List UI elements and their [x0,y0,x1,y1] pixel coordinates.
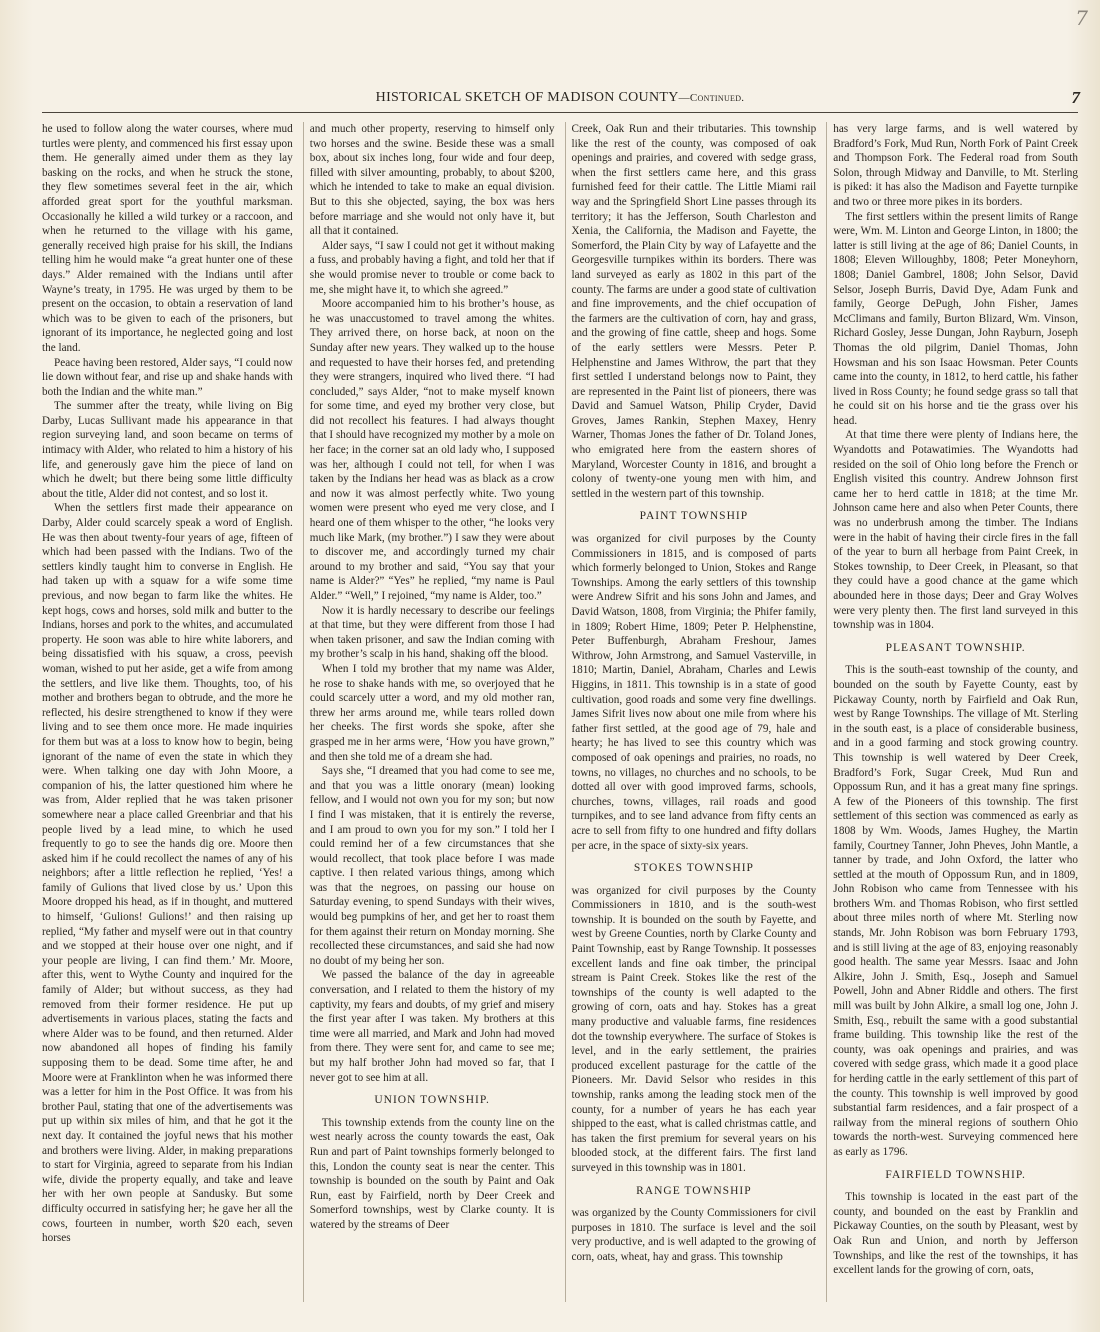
paragraph: At that time there were plenty of Indians here, the Wyandotts and Potawatimies. The Wyandotts had resided on the soil of Ohio long before the French or English visited this country. Andrew Johnson first came her to herd cattle in 1818; at the time Mr. Johnson came here and also when Peter Counts, there was no underbrush among the timber. The Indians were in the habit of having their circle fires in the fall of the year to burn all herbage from Paint Creek, in Stokes township, to Deer Creek, in Pleasant, so that they could have a good chance at the game which abounded here in those days; Deer and Gray Wolves were very plenty then. The first land surveyed in this township was in 1804. [833,429,1078,632]
paragraph: This township is located in the east part of the county, and bounded on the east by Franklin and Pickaway Counties, on the south by Pleasant, west by Oak Run and Union, and north by Jefferson Townships, and like the rest of the townships, it has excellent lands for the growing of corn, oats, [833,1191,1078,1277]
paragraph: Alder says, “I saw I could not get it without making a fuss, and probably having a fight, and told her that if she would promise never to trouble or come back to me, she might have it, to which she agreed.” [309,239,555,296]
column-3 [565,122,817,1302]
paragraph: was organized for civil purposes by the County Commissioners in 1810, and is the south-west township. It is bounded on the south by Fayette, and west by Greene Counties, north by Clarke County and Paint Township, east by Range Township. It possesses excellent lands and fine oak timber, the principal stream is Paint Creek. Stokes like the rest of the townships of the county is well adapted to the growing of corn, oats and hay. Stokes has a great many productive and valuable farms, fine residences dot the township everywhere. The surface of Stokes is level, and in the early settlement, the prairies produced excellent pasturage for the cattle of the Pioneers. Mr. David Selsor who resides in this township, ranks among the leading stock men of the county, for a number of years he has each year shipped to the east, what is called christmas cattle, and has taken the first premium for several years on his blooded stock, at the different fairs. The first land surveyed in this township was in 1801. [571,884,817,1174]
pencil-page-marker: 7 [1075,6,1088,30]
section-heading: PAINT TOWNSHIP [639,510,749,523]
paragraph: has very large farms, and is well watered by Bradford’s Fork, Mud Run, North Fork of Paint Creek and Thompson Fork. The Federal road from South Solon, through Midway and Danville, to Mt. Sterling is piked: it has also the Madison and Fayette turnpike and two or three more pikes in its borders. [833,123,1078,208]
paragraph: When I told my brother that my name was Alder, he rose to shake hands with me, so overjoyed that he could scarcely utter a word, and my old mother ran, threw her arms around me, while tears rolled down her cheeks. The first words she spoke, after she grasped me in her arms were, ‘How you have grown,” and then she told me of a dream she had. [309,662,555,763]
paragraph: The summer after the treaty, while living on Big Darby, Lucas Sullivant made his appearance in that region surveying land, and soon became on terms of intimacy with Alder, who related to him a history of his life, and generously gave him the piece of land on which he dwelt; but there being some little difficulty about the title, Alder did not contest, and so lost it. [42,400,293,500]
paragraph: Moore accompanied him to his brother’s house, as he was unaccustomed to travel among the whites. They arrived there, on horse back, at noon on the Sunday after new years. They walked up to the house and requested to have their horses fed, and pretending they were strangers, inquired who lived there. “I had concluded,” says Alder, “not to make myself known for some time, and eyed my brother very close, but did not recollect his features. I had always thought that I should have recognized my mother by a mole on her face; in the corner sat an old lady who, I supposed was her, although I could not tell, for when I was taken by the Indians her head was as black as a crow and now it was almost perfectly white. Two young women were present who eyed me very close, and I heard one of them whisper to the other, “he looks very much like Mark, (my brother.”) I saw they were about to discover me, and accordingly turned my chair around to my brother and said, “You say that your name is Alder?” “Yes” he replied, “my name is Paul Alder.” “Well,” I rejoined, “my name is Alder, too.” [309,298,555,602]
paragraph: Now it is hardly necessary to describe our feelings at that time, but they were different from those I had when taken prisoner, and saw the Indian coming with my brother’s scalp in his hand, shaking off the blood. [309,604,555,661]
page-header [40,88,1080,110]
page-title [40,90,1080,106]
page-title-text: HISTORICAL SKETCH OF MADISON COUNTY [375,90,679,105]
page-number: 7 [1071,88,1080,107]
page-title-continued: —Continued. [678,92,745,104]
paragraph: he used to follow along the water courses, where mud turtles were plenty, and commenced his first essay upon them. He generally aimed under them as they lay basking on the rocks, and when he struck the stone, they flew sometimes several feet in the air, which afforded great sport for the youthful marksman. Occasionally he killed a wild turkey or a raccoon, and when he returned to the village with his game, generally received high praise for his skill, the Indians telling him he would make “a great hunter one of these days.” Alder remained with the Indians until after Wayne’s treaty, in 1795. He was urged by them to be present on the occasion, to obtain a reservation of land which was to be given to each of the prisoners, but ignorant of its importance, he neglected going and lost the land. [42,123,293,354]
text-columns [42,122,1078,1302]
section-heading: RANGE TOWNSHIP [636,1184,752,1197]
section-heading: FAIRFIELD TOWNSHIP. [885,1168,1026,1181]
section-heading: PLEASANT TOWNSHIP. [885,641,1026,654]
paragraph: The first settlers within the present limits of Range were, Wm. M. Linton and George Linton, in 1800; the latter is still living at the age of 86; Daniel Counts, in 1808; Eleven Willoughby, 1808; Peter Moneyhorn, 1808; Daniel Gambrel, 1808; John Selsor, David Selsor, Joseph Burris, David Dye, Adam Funk and family, George DePugh, John Fisher, James McClimans and family, Burton Blizard, Wm. Vinson, Richard Gosley, Jesse Dungan, John Rayburn, Joseph Thomas the old pilgrim, Daniel Thomas, John Howsman and his son Isaac Howsman. Peter Counts came into the county, in 1812, to herd cattle, his father lived in Ross County; he found sedge grass so tall that he could sit on his horse and tie the grass over his head. [833,210,1078,427]
paragraph: Peace having been restored, Alder says, “I could now lie down without fear, and rise up and shake hands with both the Indian and the white man.” [42,356,293,398]
paragraph: Creek, Oak Run and their tributaries. This township like the rest of the county, was composed of oak openings and prairies, and covered with sedge grass, when the first settlers came here, and this grass furnished feed for their cattle. The Little Miami rail way and the Springfield Short Line passes through its territory; it has the Jefferson, South Charleston and Xenia, the California, the Madison and Fayette, the Somerford, the Plain City by way of Lafayette and the Georgesville turnpikes within its borders. There was land surveyed as early as 1802 in this part of the county. The farms are under a good state of cultivation and fine improvements, and the chief occupation of the farmers are the cultivation of corn, hay and grass, and the growing of fine cattle, sheep and hogs. Some of the early settlers were Messrs. Peter P. Helphenstine and James Withrow, the part that they first settled I understand belongs now to Paint, they are represented in the Paint list of pioneers, there was David and Samuel Watson, Philip Cryder, David Groves, James Rankin, Stephen Maxey, Henry Warner, Thomas Jones the father of Dr. Toland Jones, who emigrated here from the eastern shores of Maryland, Worcester County in 1816, and brought a colony of twenty-one young men with him, and settled in the western part of this township. [571,123,817,500]
section-heading: STOKES TOWNSHIP [633,862,754,875]
paragraph: We passed the balance of the day in agreeable conversation, and I related to them the history of my captivity, my fears and doubts, of my grief and misery the first year after I was taken. My brothers at this time were all married, and Mark and John had moved from there. They were sent for, and came to see me; but my half brother John had moved so far, that I never got to see him at all. [309,969,555,1084]
paragraph: This is the south-east township of the county, and bounded on the south by Fayette County, east by Pickaway County, north by Fairfield and Oak Run, west by Range Townships. The village of Mt. Sterling in the south east, is a place of considerable business, and in a good farming and stock growing country. This township is well watered by Deer Creek, Bradford’s Fork, Sugar Creek, Mud Run and Oppossum Run, and it has a great many fine springs. A few of the Pioneers of this township. The first settlement of this section was commenced as early as 1808 by Wm. Woods, James Hughey, the Martin family, Courtney Tanner, John Pheves, John Mantle, a tanner by trade, and John Oxford, the latter who settled at the mouth of Oppossum Run, and in 1809, John Robison who came from Tennessee with his brothers Wm. and Thomas Robison, who first settled about three miles north of where Mt. Sterling now stands, Mr. John Robison was born February 1793, and is still living at the age of 83, enjoying reasonably good health. The same year Messrs. Isaac and John Alkire, John J. Smith, Esq., Joseph and Samuel Powell, John and Abner Riddle and others. The first mill was built by John Alkire, a small log one, John J. Smith, Esq., rebuilt the same with a good substantial frame building. This township like the rest of the county, was oak openings and prairies, and was covered with sedge grass, which made it a good place for herding cattle in the early settlement of this part of the county. This township is well improved by good substantial farm residences, and a fair prospect of a railway from the mineral regions of southern Ohio towards the north-west. Surveying commenced here as early as 1796. [833,664,1078,1158]
paragraph: When the settlers first made their appearance on Darby, Alder could scarcely speak a word of English. He was then about twenty-four years of age, fifteen of which had been passed with the Indians. Two of the settlers kindly taught him to converse in English. He had taken up with a squaw for a wife some time previous, and now began to farm like the whites. He kept hogs, cows and horses, sold milk and butter to the Indians, horses and pork to the whites, and accumulated property. He soon was able to hire white laborers, and being dissatisfied with his squaw, a cross, peevish woman, wished to put her aside, get a wife from among the settlers, and live like them. Thoughts, too, of his mother and brothers began to obtrude, and the more he reflected, his desire strengthened to know if they were living and to see them once more. He made inquiries for them but was at a loss to know how to begin, being ignorant of the name of even the state in which they were. When talking one day with John Moore, a companion of his, the latter questioned him where he was from, Alder replied that he was taken prisoner somewhere near a place called Greenbriar and that his people lived by a lead mine, to which he used frequently to go to see the hands dig ore. Moore then asked him if he could recollect the names of any of his neighbors; after a little reflection he replied, ‘Yes! a family of Gulions that lived close by us.’ Upon this Moore dropped his head, as if in thought, and muttered to himself, ‘Gulions! Gulions!’ and then raising up replied, “My father and myself were out in that country and we stopped at their house over one night, and if your people are living, I can find them.’ Mr. Moore, after this, went to Wythe County and inquired for the family of Alder; but without success, as they had removed from their former residence. He put up advertisements in various places, stating the facts and where Alder was to be found, and then returned. Alder now abandoned all hopes of finding his family supposing them to be dead. Some time after, he and Moore were at Franklinton when he was informed there was a letter for him in the Post Office. It was from his brother Paul, stating that one of the advertisements was put up within six miles of him, and that he got it the next day. It contained the joyful news that his mother and brothers were living. Alder, in making preparations to start for Virginia, agreed to separate from his Indian wife, divide the property equally, and take and leave her with her own people at Sandusky. But some difficulty occurred in satisfying her; he gave her all the cows, fourteen in number, worth $20 each, seven horses [42,502,293,1245]
paragraph: Says she, “I dreamed that you had come to see me, and that you was a little onorary (mean) looking fellow, and I would not own you for my son; but now I find I was mistaken, that it is entirely the reverse, and I am proud to own you for my son.” I told her I could remind her of a few circumstances that she would recollect, that took place before I was made captive. I then related various things, among which was that the negroes, on passing our house on Saturday evening, to spend Sundays with their wives, would beg pumpkins of her, and get her to roast them for them against their return on Monday morning. She recollected these circumstances, and said she had now no doubt of my being her son. [309,765,555,967]
header-rule [42,112,1078,113]
paragraph: and much other property, reserving to himself only two horses and the swine. Beside these was a small box, about six inches long, four wide and four deep, filled with silver amounting, probably, to about $200, which he intended to take to make an equal division. But to this she objected, saying, the box was hers before marriage and she would not only have it, but all that it contained. [309,123,555,238]
column-1 [42,122,293,1302]
column-2 [303,122,555,1302]
paragraph: This township extends from the county line on the west nearly across the county towards the east, Oak Run and part of Paint townships formerly belonged to this, London the county seat is near the center. This township is bounded on the south by Paint and Oak Run, east by Fairfield, north by Deer Creek and Somerford townships, west by Clarke county. It is watered by the streams of Deer [309,1116,555,1231]
paragraph: was organized for civil purposes by the County Commissioners in 1815, and is composed of parts which formerly belonged to Union, Stokes and Range Townships. Among the early settlers of this township were Andrew Sifrit and his sons John and James, and David Watson, 1808, from Virginia; the Phifer family, in 1809; Robert Hime, 1809; Peter P. Helphenstine, Peter Buffenburgh, Abraham Freshour, James Withrow, John Armstrong, and Samuel Vasterville, in 1810; Martin, Daniel, Abraham, Charles and Lewis Higgins, in 1811. This township is in a state of good cultivation, good roads and some very fine dwellings. James Sifrit lives now about one mile from where his father first settled, at the good age of 79, hale and hearty; he has lived to see this country which was composed of oak openings and prairies, no roads, no towns, no villages, no churches and no schools, to be dotted all over with good improved farms, schools, churches, towns, villages, rail roads and good turnpikes, and to see land advance from fifty cents an acre to sell from fifty to one hundred and fifty dollars per acre, in the space of sixty-six years. [571,533,817,852]
section-heading: UNION TOWNSHIP. [374,1094,490,1107]
paragraph: was organized by the County Commissioners for civil purposes in 1810. The surface is level and the soil very productive, and is well adapted to the growing of corn, oats, wheat, hay and grass. This township [571,1207,817,1263]
column-4 [826,122,1078,1302]
